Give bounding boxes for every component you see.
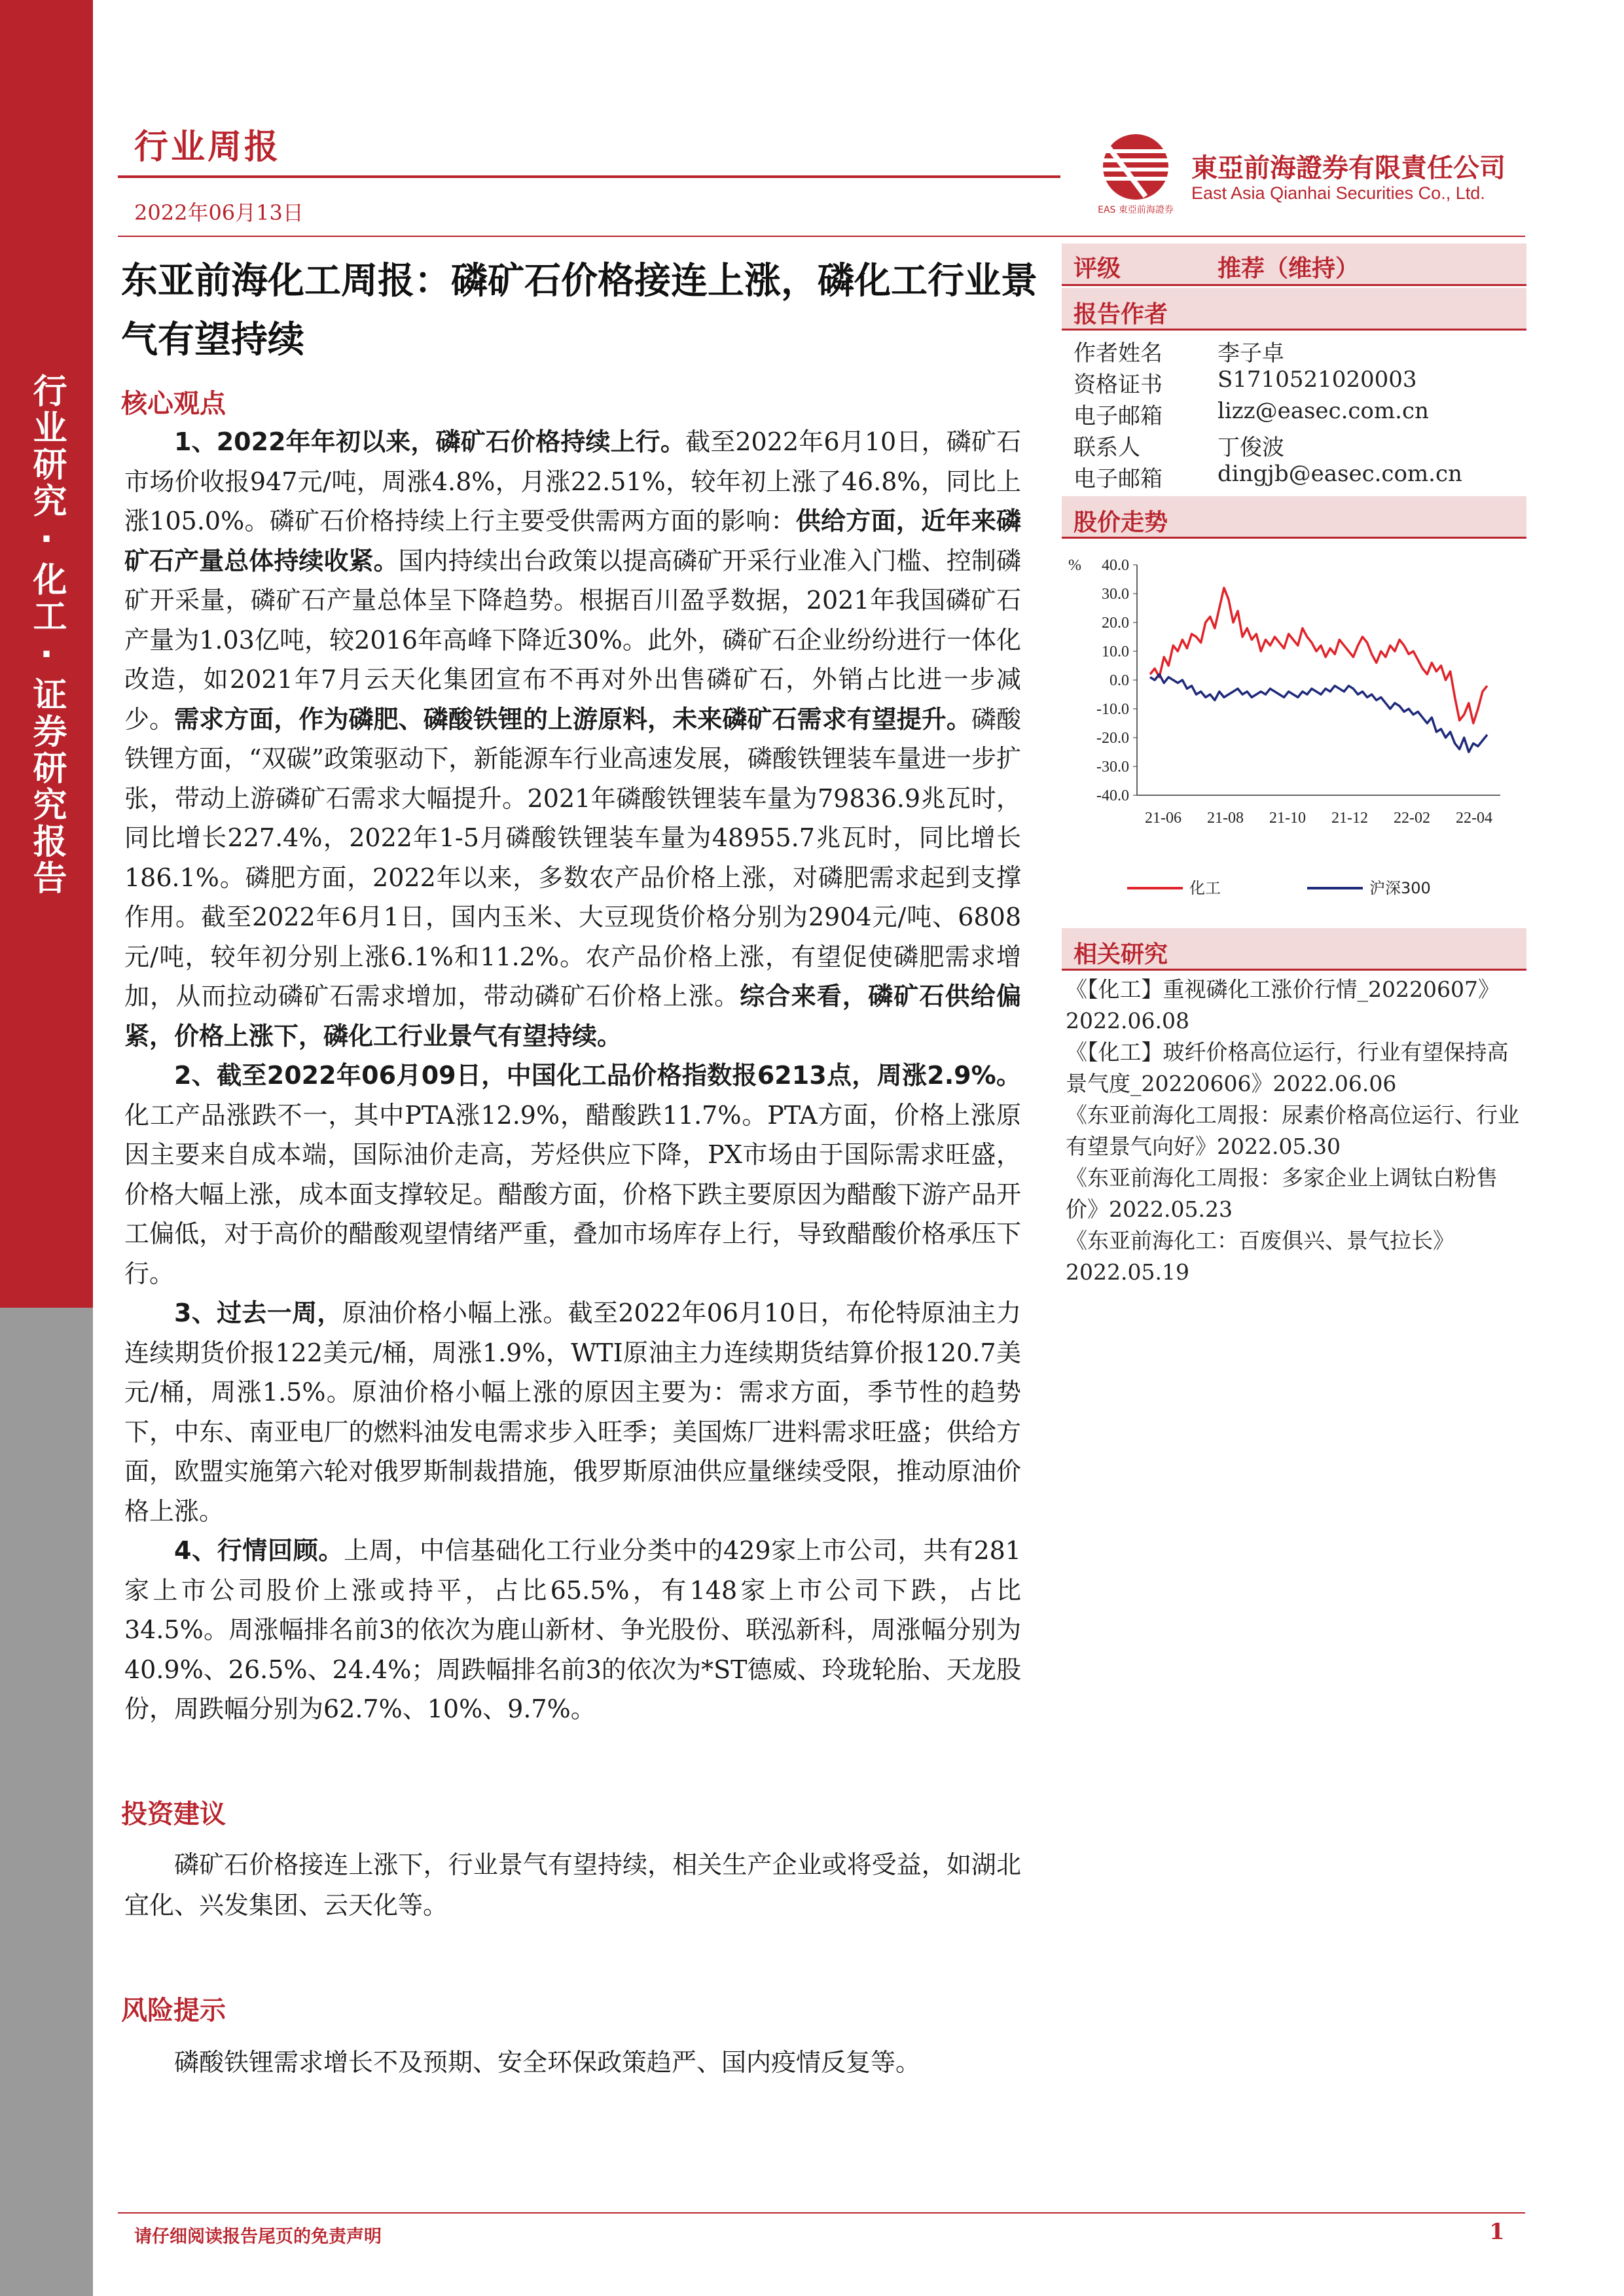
- legend-label: 化工: [1189, 879, 1221, 897]
- footer-rule: [118, 2212, 1525, 2214]
- invest-text: 磷矿石价格接连上涨下，行业景气有望持续，相关生产企业或将受益，如湖北宜化、兴发集团、云天化等。: [124, 1850, 1021, 1920]
- report-date: 2022年06月13日: [134, 200, 304, 225]
- footer-disclaimer: 请仔细阅读报告尾页的免责声明: [134, 2227, 382, 2247]
- legend-label: 沪深300: [1369, 879, 1431, 897]
- author-key-4: 联系人: [1074, 435, 1140, 461]
- company-name-cn: 東亞前海證券有限責任公司: [1191, 153, 1506, 183]
- chart-x-axis: [1137, 795, 1500, 827]
- chart-y-axis: [1068, 557, 1137, 804]
- core-paragraph-2: 2、截至2022年06月09日，中国化工品价格指数报6213点，周涨2.9%。化工产品涨跌不一，其中PTA涨12.9%，醋酸跌11.7%。PTA方面，价格上涨原因主要来自成本端，国际油价走高，芳烃供应下降，PX市场由于国际需求旺盛，价格大幅上涨，成本面支撑较足。醋酸方面，价格下跌主要原因为醋酸下游产品开工偏低，对于高价的醋酸观望情绪严重，叠加市场库存上行，导致醋酸价格承压下行。: [124, 1061, 1021, 1288]
- y-tick-label: 40.0: [1102, 557, 1129, 574]
- related-item[interactable]: 《【化工】玻纤价格高位运行，行业有望保持高景气度_20220606》2022.06.06: [1066, 1039, 1509, 1096]
- core-body: [124, 422, 1021, 1729]
- y-tick-label: -20.0: [1096, 730, 1129, 747]
- risk-text: 磷酸铁锂需求增长不及预期、安全环保政策趋严、国内疫情反复等。: [174, 2048, 921, 2077]
- sidebar-grey: [0, 1308, 93, 2296]
- y-unit-label: %: [1068, 557, 1081, 574]
- header-rule: [118, 175, 1060, 178]
- related-item[interactable]: 《东亚前海化工：百废俱兴、景气拉长》2022.05.19: [1066, 1228, 1454, 1285]
- x-tick-label: 21-08: [1207, 810, 1244, 827]
- author-value-3[interactable]: lizz@easec.com.cn: [1218, 398, 1429, 424]
- stock-trend-chart: [1062, 547, 1526, 913]
- risk-heading: 风险提示: [121, 1996, 226, 2026]
- x-tick-label: 21-06: [1145, 810, 1182, 827]
- y-tick-label: 20.0: [1102, 615, 1129, 632]
- related-item[interactable]: 《【化工】重视磷化工涨价行情_20220607》2022.06.08: [1066, 977, 1500, 1033]
- x-tick-label: 21-12: [1331, 810, 1368, 827]
- author-key-2: 资格证书: [1074, 372, 1163, 398]
- author-key-1: 作者姓名: [1074, 340, 1163, 367]
- related-list: [1066, 974, 1524, 1288]
- rating-rule: [1062, 284, 1526, 286]
- report-type: 行业周报: [134, 128, 281, 167]
- y-tick-label: 30.0: [1102, 586, 1129, 603]
- invest-heading: 投资建议: [121, 1799, 226, 1829]
- related-item[interactable]: 《东亚前海化工周报：多家企业上调钛白粉售价》2022.05.23: [1066, 1165, 1498, 1222]
- author-value-1: 李子卓: [1218, 340, 1284, 367]
- chart-legend: [1127, 879, 1431, 897]
- x-tick-label: 21-10: [1269, 810, 1306, 827]
- author-heading: 报告作者: [1074, 301, 1168, 328]
- x-tick-label: 22-04: [1456, 810, 1492, 827]
- sidebar-label: 行业研究·化工·证券研究报告: [27, 373, 66, 897]
- author-value-2: S1710521020003: [1218, 367, 1417, 393]
- y-tick-label: 0.0: [1110, 672, 1129, 689]
- chart-heading: 股价走势: [1074, 509, 1168, 536]
- author-value-5[interactable]: dingjb@easec.com.cn: [1218, 461, 1462, 487]
- related-heading: 相关研究: [1074, 941, 1168, 968]
- logo-text: EAS 東亞前海證券: [1098, 205, 1174, 215]
- company-logo-icon: [1093, 131, 1178, 216]
- rating-label: 评级: [1074, 255, 1121, 282]
- y-tick-label: -10.0: [1096, 701, 1129, 718]
- company-name-en: East Asia Qianhai Securities Co., Ltd.: [1191, 183, 1485, 203]
- header-rule-secondary: [118, 236, 1525, 237]
- chart-series: [1150, 588, 1487, 752]
- series-line-2: [1150, 674, 1487, 752]
- core-paragraph-3: 3、过去一周，原油价格小幅上涨。截至2022年06月10日，布伦特原油主力连续期货价报122美元/桶，周涨1.9%，WTI原油主力连续期货结算价报120.7美元/桶，周涨1.5%。原油价格小幅上涨的原因主要为：需求方面，季节性的趋势下，中东、南亚电厂的燃料油发电需求步入旺季；美国炼厂进料需求旺盛；供给方面，欧盟实施第六轮对俄罗斯制裁措施，俄罗斯原油供应量继续受限，推动原油价格上涨。: [124, 1299, 1021, 1526]
- rating-value: 推荐（维持）: [1218, 255, 1360, 282]
- author-key-3: 电子邮箱: [1074, 403, 1163, 429]
- y-tick-label: 10.0: [1102, 643, 1129, 660]
- core-heading: 核心观点: [121, 389, 226, 419]
- y-tick-label: -30.0: [1096, 759, 1129, 776]
- report-title: 东亚前海化工周报：磷矿石价格接连上涨，磷化工行业景气有望持续: [121, 260, 1038, 361]
- author-value-4: 丁俊波: [1218, 435, 1284, 461]
- x-tick-label: 22-02: [1394, 810, 1430, 827]
- related-item[interactable]: 《东亚前海化工周报：尿素价格高位运行、行业有望景气向好》2022.05.30: [1066, 1102, 1519, 1159]
- core-paragraph-4: 4、行情回顾。上周，中信基础化工行业分类中的429家上市公司，共有281家上市公司股价上涨或持平，占比65.5%，有148家上市公司下跌，占比34.5%。周涨幅排名前3的依次为鹿山新材、争光股份、联泓新科，周涨幅分别为40.9%、26.5%、24.4%；周跌幅排名前3的依次为*ST德威、玲珑轮胎、天龙股份，周跌幅分别为62.7%、10%、9.7%。: [124, 1536, 1021, 1723]
- page-number: 1: [1489, 2219, 1505, 2245]
- author-key-5: 电子邮箱: [1074, 466, 1163, 492]
- series-line-1: [1150, 588, 1487, 723]
- core-paragraph-1: 1、2022年年初以来，磷矿石价格持续上行。截至2022年6月10日，磷矿石市场价收报947元/吨，周涨4.8%，月涨22.51%，较年初上涨了46.8%，同比上涨105.0%。磷矿石价格持续上行主要受供需两方面的影响：供给方面，近年来磷矿石产量总体持续收紧。国内持续出台政策以提高磷矿开采行业准入门槛、控制磷矿开采量，磷矿石产量总体呈下降趋势。根据百川盈孚数据，2021年我国磷矿石产量为1.03亿吨，较2016年高峰下降近30%。此外，磷矿石企业纷纷进行一体化改造，如2021年7月云天化集团宣布不再对外出售磷矿石，外销占比进一步减少。需求方面，作为磷肥、磷酸铁锂的上游原料，未来磷矿石需求有望提升。磷酸铁锂方面，“双碳”政策驱动下，新能源车行业高速发展，磷酸铁锂装车量进一步扩张，带动上游磷矿石需求大幅提升。2021年磷酸铁锂装车量为79836.9兆瓦时，同比增长227.4%，2022年1-5月磷酸铁锂装车量为48955.7兆瓦时，同比增长186.1%。磷肥方面，2022年以来，多数农产品价格上涨，对磷肥需求起到支撑作用。截至2022年6月1日，国内玉米、大豆现货价格分别为2904元/吨、6808元/吨，较年初分别上涨6.1%和11.2%。农产品价格上涨，有望促使磷肥需求增加，从而拉动磷矿石需求增加，带动磷矿石价格上涨。综合来看，磷矿石供给偏紧，价格上涨下，磷化工行业景气有望持续。: [124, 427, 1021, 1050]
- y-tick-label: -40.0: [1096, 787, 1129, 804]
